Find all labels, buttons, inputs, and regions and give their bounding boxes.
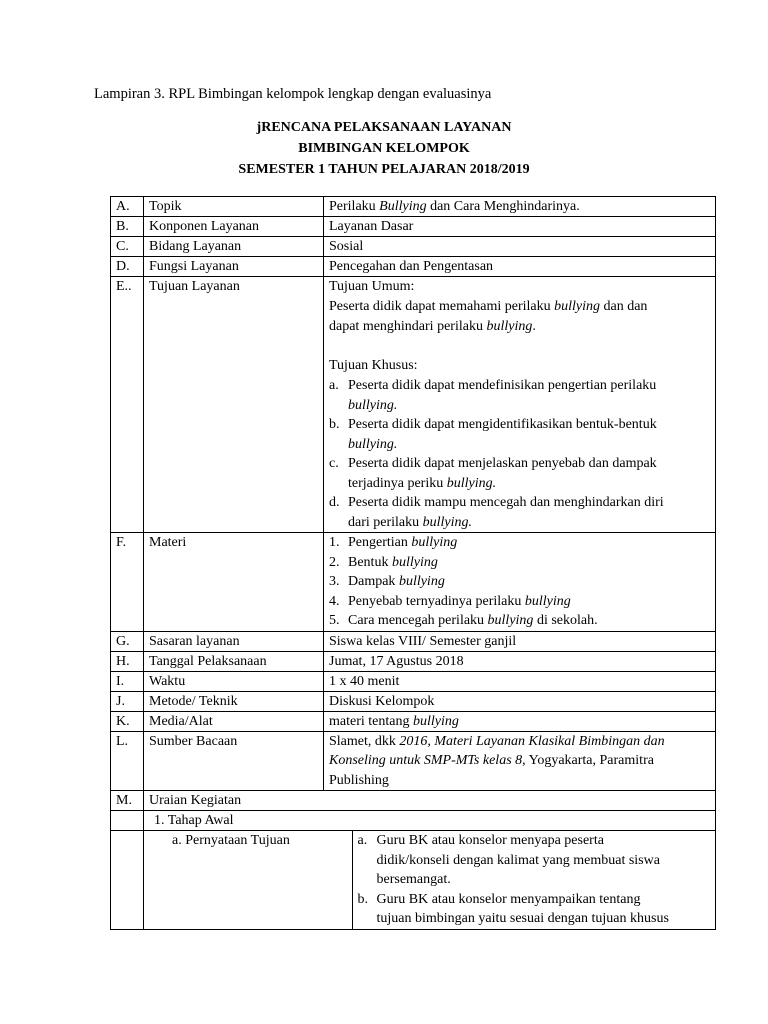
- materi-list: [329, 533, 710, 631]
- attachment-caption: Lampiran 3. RPL Bimbingan kelompok lengkap dengan evaluasinya: [94, 86, 492, 102]
- row-label: Media/Alat: [144, 711, 324, 731]
- row-label: Fungsi Layanan: [144, 257, 324, 277]
- tahap-awal-heading: 1. Tahap Awal: [144, 811, 716, 831]
- row-code: D.: [111, 257, 144, 277]
- list-item: a. Peserta didik dapat mendefinisikan pengertian perilaku bullying.: [329, 378, 657, 413]
- row-uraian: [111, 791, 716, 811]
- row-label: Uraian Kegiatan: [144, 791, 716, 811]
- row-tanggal: [111, 651, 716, 671]
- row-label: Tujuan Layanan: [144, 277, 324, 533]
- row-pernyataan-tujuan: [111, 831, 716, 930]
- row-label: Bidang Layanan: [144, 237, 324, 257]
- row-value: Slamet, dkk 2016, Materi Layanan Klasikal Bimbingan dan Konseling untuk SMP-MTs kelas 8, Yogyakarta, Paramitra Publishing: [324, 731, 716, 791]
- row-code: H.: [111, 651, 144, 671]
- row-label: Sumber Bacaan: [144, 731, 324, 791]
- doc-title-line-1: jRENCANA PELAKSANAAN LAYANAN: [256, 120, 512, 135]
- row-value: Siswa kelas VIII/ Semester ganjil: [324, 631, 716, 651]
- list-item: 5. Cara mencegah perilaku bullying di sekolah.: [329, 613, 598, 628]
- row-code: E..: [111, 277, 144, 533]
- row-value: [324, 277, 716, 533]
- row-value: Pencegahan dan Pengentasan: [324, 257, 716, 277]
- row-value: 1 x 40 menit: [324, 671, 716, 691]
- list-item: b. Guru BK atau konselor menyampaikan tentang tujuan bimbingan yaitu sesuai dengan tujuan khusus: [357, 891, 669, 926]
- sub-activity-label: a. Pernyataan Tujuan: [144, 831, 352, 929]
- list-item: 2. Bentuk bullying: [329, 554, 438, 570]
- row-label: Topik: [144, 197, 324, 217]
- row-code: J.: [111, 691, 144, 711]
- row-value: Layanan Dasar: [324, 217, 716, 237]
- row-tahap-awal: [111, 811, 716, 831]
- row-code: C.: [111, 237, 144, 257]
- rpl-table: [110, 196, 716, 930]
- row-sumber: [111, 731, 716, 791]
- row-waktu: [111, 671, 716, 691]
- tujuan-khusus-list: [329, 376, 710, 532]
- tujuan-khusus-heading: Tujuan Khusus:: [329, 358, 418, 373]
- row-media: [111, 711, 716, 731]
- row-metode: [111, 691, 716, 711]
- list-item: 4. Penyebab ternyadinya perilaku bullying: [329, 593, 571, 609]
- row-label: Konponen Layanan: [144, 217, 324, 237]
- list-item: a. Guru BK atau konselor menyapa peserta didik/konseli dengan kalimat yang membuat siswa bersemangat.: [357, 833, 660, 887]
- list-item: b. Peserta didik dapat mengidentifikasikan bentuk-bentuk bullying.: [329, 417, 657, 452]
- row-code: M.: [111, 791, 144, 811]
- row-code: I.: [111, 671, 144, 691]
- row-code: G.: [111, 631, 144, 651]
- row-value: [324, 533, 716, 632]
- list-item: c. Peserta didik dapat menjelaskan penyebab dan dampak terjadinya periku bullying.: [329, 456, 657, 491]
- activity-steps: [358, 831, 711, 929]
- doc-title-line-2: BIMBINGAN KELOMPOK: [298, 141, 470, 156]
- tujuan-umum-text: dapat menghindari perilaku bullying.: [329, 319, 536, 334]
- row-topik: [111, 197, 716, 217]
- row-code: L.: [111, 731, 144, 791]
- list-item: 3. Dampak bullying: [329, 574, 445, 589]
- row-code: F.: [111, 533, 144, 632]
- row-value: Perilaku Bullying dan Cara Menghindarinya.: [324, 197, 716, 217]
- row-komponen: [111, 217, 716, 237]
- row-label: Sasaran layanan: [144, 631, 324, 651]
- row-label: Waktu: [144, 671, 324, 691]
- row-code: K.: [111, 711, 144, 731]
- row-code: A.: [111, 197, 144, 217]
- row-sasaran: [111, 631, 716, 651]
- row-materi: [111, 533, 716, 632]
- row-value: materi tentang bullying: [324, 711, 716, 731]
- row-code: B.: [111, 217, 144, 237]
- row-value: Diskusi Kelompok: [324, 691, 716, 711]
- list-item: d. Peserta didik mampu mencegah dan menghindarkan diri dari perilaku bullying.: [329, 495, 664, 530]
- row-label: Metode/ Teknik: [144, 691, 324, 711]
- doc-title-line-3: SEMESTER 1 TAHUN PELAJARAN 2018/2019: [238, 162, 530, 177]
- list-item: 1. Pengertian bullying: [329, 535, 458, 550]
- row-fungsi: [111, 257, 716, 277]
- row-tujuan: [111, 277, 716, 533]
- row-label: Tanggal Pelaksanaan: [144, 651, 324, 671]
- tujuan-umum-heading: Tujuan Umum:: [329, 279, 415, 294]
- row-value: Jumat, 17 Agustus 2018: [324, 651, 716, 671]
- row-bidang: [111, 237, 716, 257]
- tujuan-umum-text: Peserta didik dapat memahami perilaku bullying dan dan: [329, 299, 648, 314]
- row-value: Sosial: [324, 237, 716, 257]
- row-label: Materi: [144, 533, 324, 632]
